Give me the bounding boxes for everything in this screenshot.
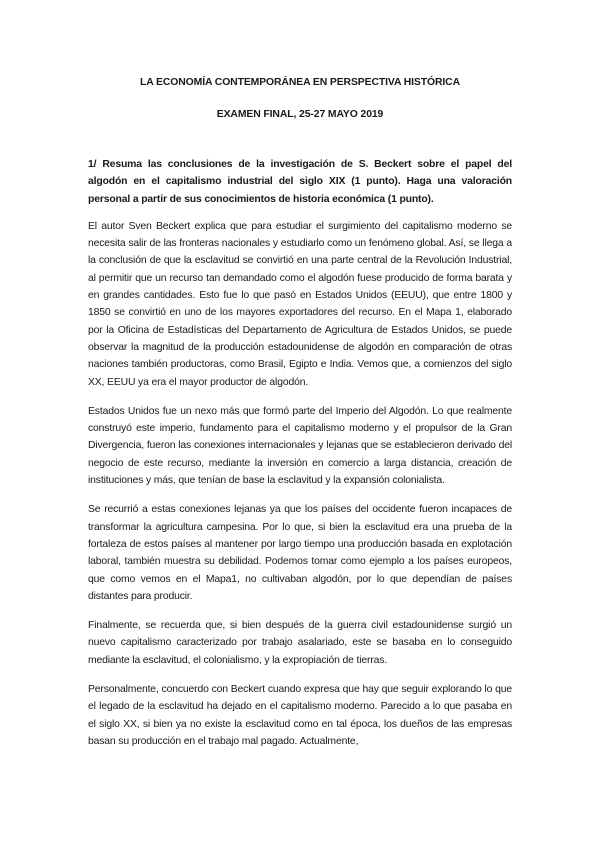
paragraph: El autor Sven Beckert explica que para estudiar el surgimiento del capitalismo moderno se necesita salir de las fronteras nacionales y estudiarlo como un fenómeno global. Así, se llega a la conclusión de que la esclavitud se convirtió en una parte central de la Revolución Industrial, al permitir que un recurso tan demandado como el algodón fuese producido de forma barata y en grandes cantidades. Esto fue lo que pasó en Estados Unidos (EEUU), que entre 1800 y 1850 se convirtió en uno de los mayores exportadores del recurso. En el Mapa 1, elaborado por la Oficina de Estadísticas del Departamento de Agricultura de Estados Unidos, se puede observar la magnitud de la producción estadounidense de algodón en comparación de otras naciones también productoras, como Brasil, Egipto e India. Vemos que, a comienzos del siglo XX, EEUU ya era el mayor productor de algodón. — [88, 220, 512, 388]
paragraph: Se recurrió a estas conexiones lejanas ya que los países del occidente fueron incapaces de transformar la agricultura campesina. Por lo que, si bien la esclavitud era una prueba de la fortaleza de estos países al mantener por largo tiempo una producción basada en explotación laboral, también muestra su debilidad. Podemos tomar como ejemplo a los países europeos, que como vemos en el Mapa1, no cultivaban algodón, por lo que dependían de países distantes para producir. — [88, 504, 512, 602]
document-subtitle: EXAMEN FINAL, 25-27 MAYO 2019 — [216, 109, 384, 120]
paragraph: Personalmente, concuerdo con Beckert cuando expresa que hay que seguir explorando lo que el legado de la esclavitud ha dejado en el capitalismo moderno. Parecido a lo que pasaba en el siglo XX, si bien ya no existe la esclavitud como en tal época, los dueños de las empresas basan su producción en el trabajo mal pagado. Actualmente, — [88, 684, 512, 747]
paragraph: Finalmente, se recuerda que, si bien después de la guerra civil estadounidense surgió un nuevo capitalismo caracterizado por trabajo asalariado, este se basaba en lo conseguido mediante la esclavitud, el colonialismo, y la expropiación de tierras. — [88, 620, 512, 666]
paragraph: Estados Unidos fue un nexo más que formó parte del Imperio del Algodón. Lo que realmente construyó este imperio, fundamento para el capitalismo moderno y el propulsor de la Gran Divergencia, fueron las conexiones internacionales y lejanas que se establecieron derivado del negocio de este recurso, mediante la inversión en comercio a larga distancia, creación de instituciones y más, que tenían de base la esclavitud y la expansión colonialista. — [88, 405, 512, 487]
exam-question: 1/ Resuma las conclusiones de la investigación de S. Beckert sobre el papel del algodón en el capitalismo industrial del siglo XIX (1 punto). Haga una valoración personal a partir de sus conocimientos de historia económica (1 punto). — [88, 159, 512, 205]
document-title: LA ECONOMÍA CONTEMPORÁNEA EN PERSPECTIVA HISTÓRICA — [139, 77, 460, 88]
